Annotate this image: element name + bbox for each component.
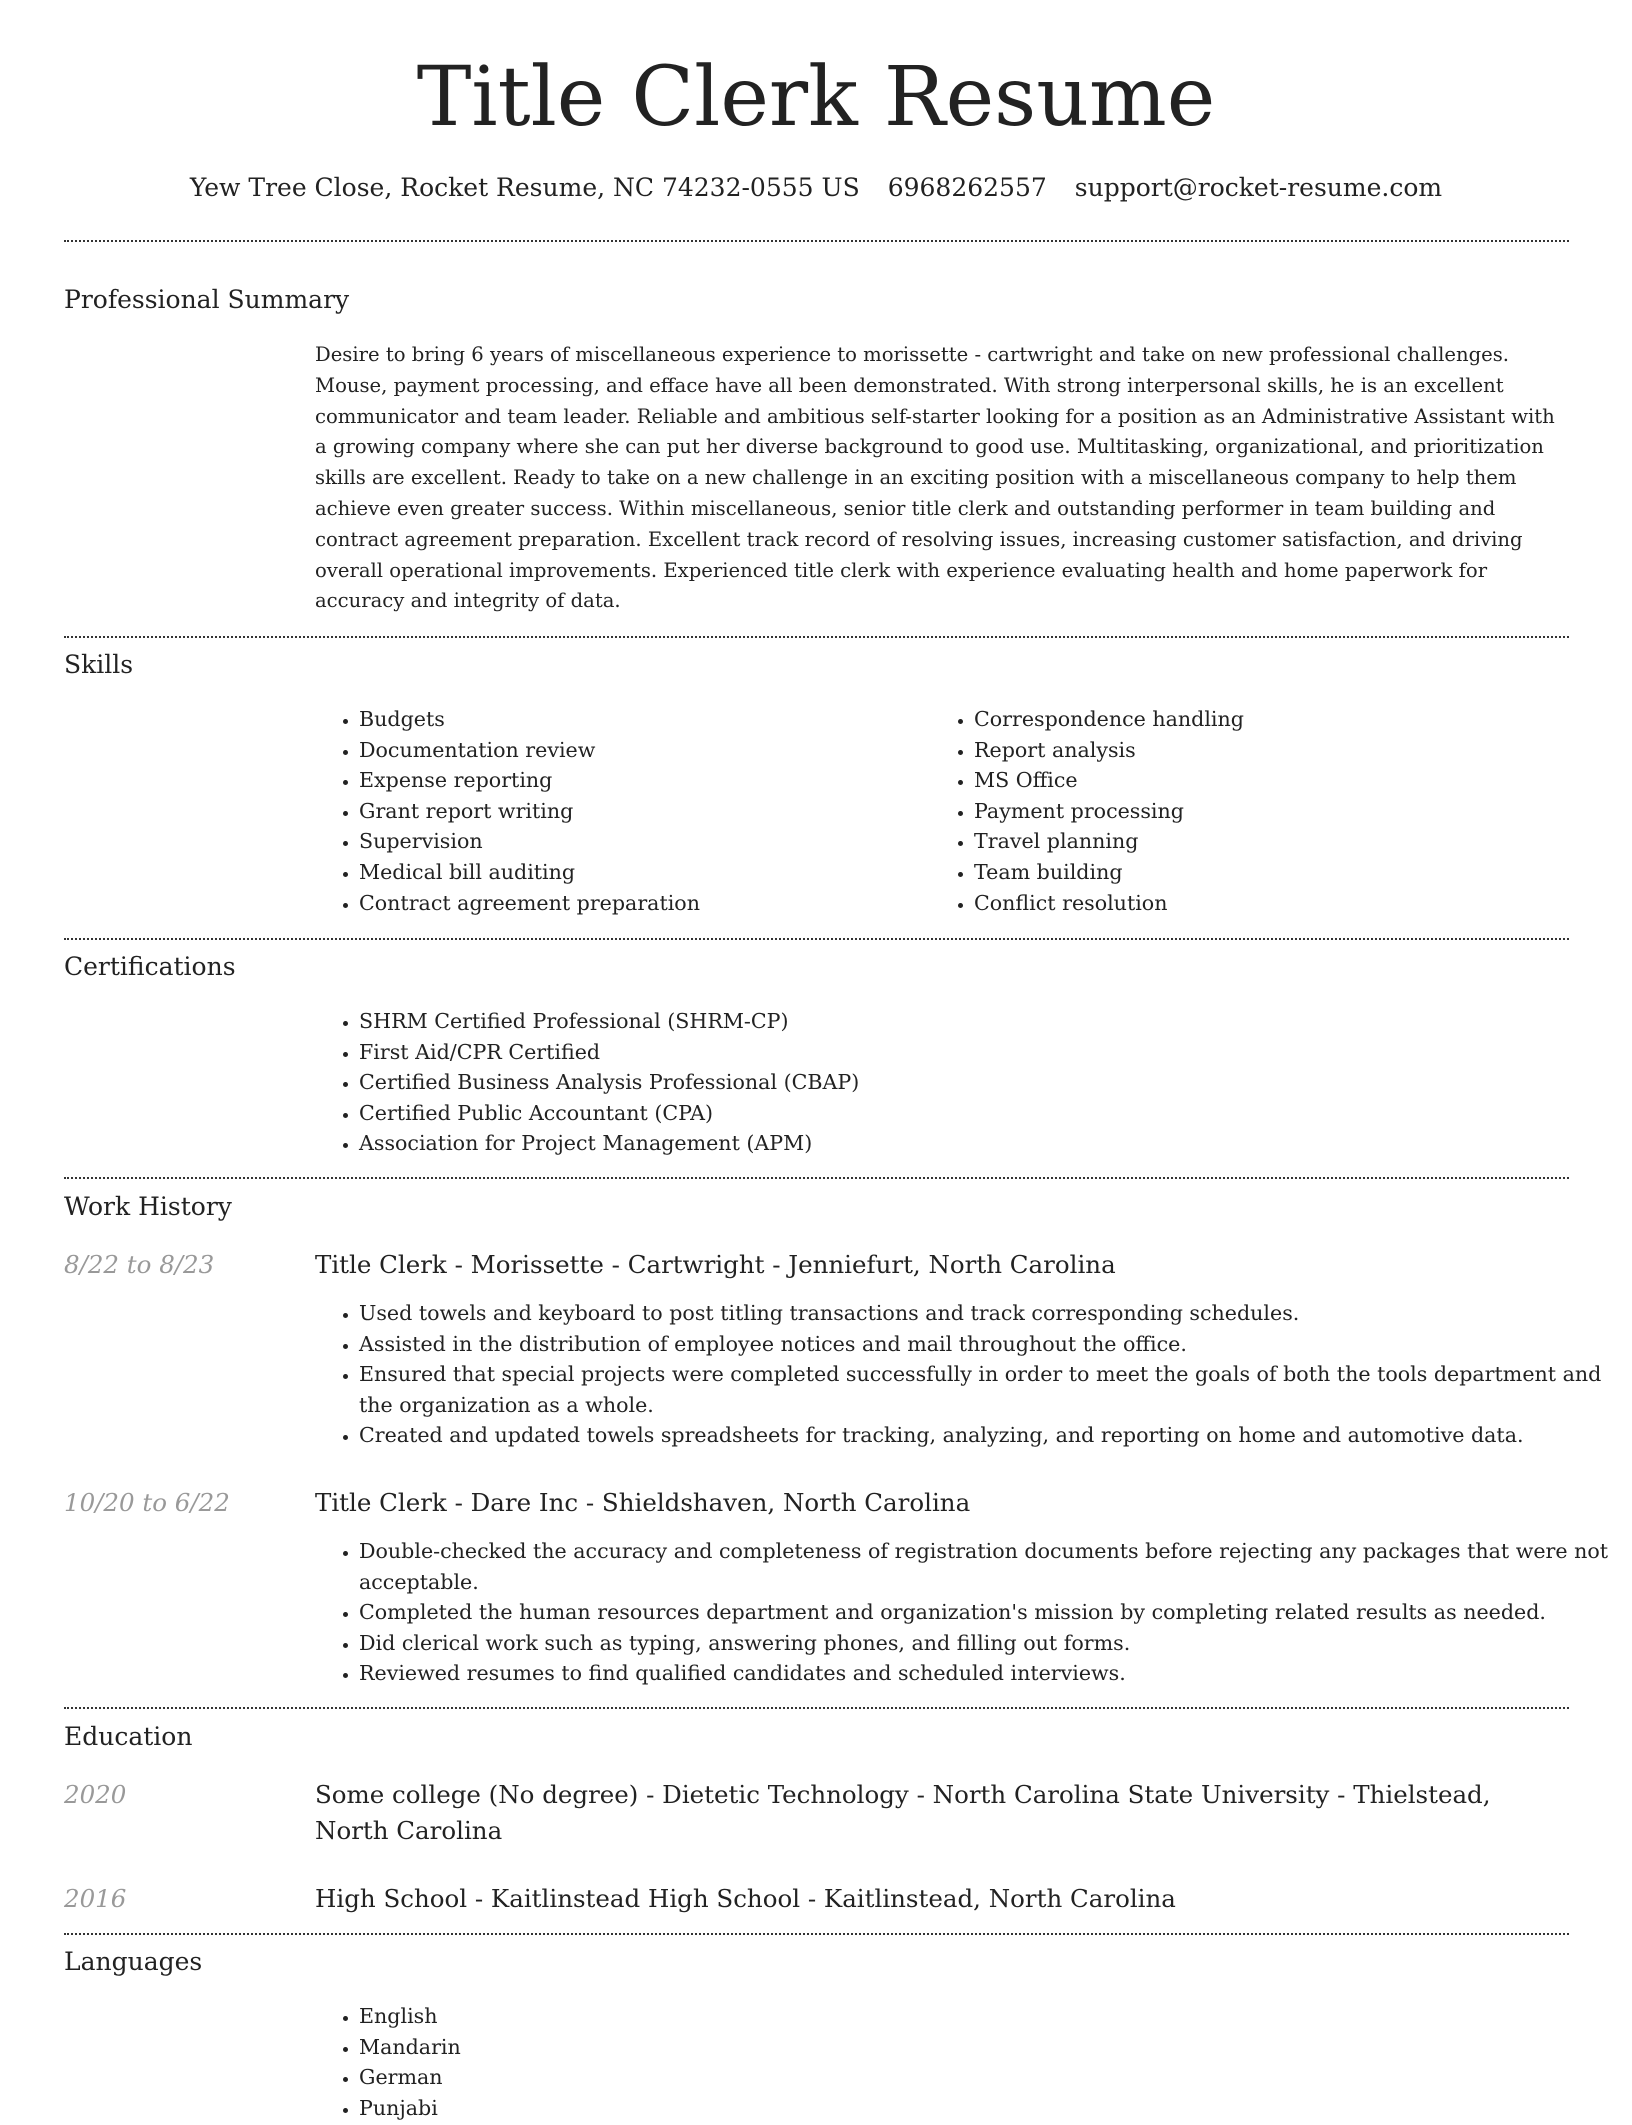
education-year: 2016 <box>64 1884 127 1913</box>
education-heading: Education <box>64 1722 193 1751</box>
certifications-list <box>315 1006 1559 1159</box>
job-bullet: • Double-checked the accuracy and completeness of registration documents before rejecting any packages that were not acceptable. <box>359 1536 1609 1597</box>
job-bullet: • Created and updated towels spreadsheets for tracking, analyzing, and reporting on home and automotive data. <box>359 1420 1609 1451</box>
job-bullet: • Used towels and keyboard to post titling transactions and track corresponding schedules. <box>359 1298 1609 1329</box>
contact-email[interactable]: support@rocket-resume.com <box>1074 173 1443 202</box>
job-bullets <box>315 1536 1609 1689</box>
section-divider <box>64 938 1569 940</box>
summary-heading: Professional Summary <box>64 285 350 314</box>
job-dates: 10/20 to 6/22 <box>64 1488 230 1517</box>
education-title: Some college (No degree) - Dietetic Technology - North Carolina State University - Thielstead, North Carolina <box>315 1780 1491 1845</box>
contact-line <box>0 170 1632 206</box>
skill-item: • Team building <box>974 857 1574 888</box>
job-dates: 8/22 to 8/23 <box>64 1250 215 1279</box>
job-bullet: • Reviewed resumes to find qualified candidates and scheduled interviews. <box>359 1658 1609 1689</box>
section-divider <box>64 1707 1569 1709</box>
section-divider <box>64 636 1569 638</box>
skills-list-right <box>930 704 1574 918</box>
certifications-heading: Certifications <box>64 952 236 981</box>
job-bullets <box>315 1298 1609 1451</box>
certification-item: • SHRM Certified Professional (SHRM-CP) <box>359 1006 1559 1037</box>
skill-item: • Documentation review <box>359 735 919 766</box>
certification-item: • First Aid/CPR Certified <box>359 1037 1559 1068</box>
skills-list-left <box>315 704 919 918</box>
skill-item: • Grant report writing <box>359 796 919 827</box>
skill-item: • Budgets <box>359 704 919 735</box>
contact-address: Yew Tree Close, Rocket Resume, NC 74232-0555 US <box>189 173 860 202</box>
job-bullet: • Assisted in the distribution of employee notices and mail throughout the office. <box>359 1329 1609 1360</box>
skill-item: • Travel planning <box>974 826 1574 857</box>
languages-heading: Languages <box>64 1947 203 1976</box>
section-divider <box>64 240 1569 242</box>
language-item: • Mandarin <box>359 2032 959 2063</box>
job-title: Title Clerk - Dare Inc - Shieldshaven, North Carolina <box>315 1488 971 1517</box>
language-item: • Punjabi <box>359 2093 959 2124</box>
contact-phone: 6968262557 <box>887 173 1047 202</box>
education-year: 2020 <box>64 1780 127 1809</box>
skill-item: • Contract agreement preparation <box>359 888 919 919</box>
work-heading: Work History <box>64 1192 232 1221</box>
skill-item: • MS Office <box>974 765 1574 796</box>
resume-title: Title Clerk Resume <box>416 50 1216 145</box>
languages-list <box>315 2001 959 2123</box>
education-title: High School - Kaitlinstead High School - Kaitlinstead, North Carolina <box>315 1884 1176 1913</box>
section-divider <box>64 1177 1569 1179</box>
skill-item: • Correspondence handling <box>974 704 1574 735</box>
skill-item: • Medical bill auditing <box>359 857 919 888</box>
skill-item: • Payment processing <box>974 796 1574 827</box>
skill-item: • Conflict resolution <box>974 888 1574 919</box>
job-bullet: • Ensured that special projects were completed successfully in order to meet the goals of both the tools department and the organization as a whole. <box>359 1359 1609 1420</box>
section-divider <box>64 1933 1569 1935</box>
language-item: • English <box>359 2001 959 2032</box>
summary-text: Desire to bring 6 years of miscellaneous experience to morissette - cartwright and take on new professional challenges. Mouse, payment processing, and efface have all been demonstrated. With strong interpersonal skills, he is an excellent communicator and team leader. Reliable and ambitious self-starter looking for a position as an Administrative Assistant with a growing company where she can put her diverse background to good use. Multitasking, organizational, and prioritization skills are excellent. Ready to take on a new challenge in an exciting position with a miscellaneous company to help them achieve even greater success. Within miscellaneous, senior title clerk and outstanding performer in team building and contract agreement preparation. Excellent track record of resolving issues, increasing customer satisfaction, and driving overall operational improvements. Experienced title clerk with experience evaluating health and home paperwork for accuracy and integrity of data. <box>315 343 1555 613</box>
skill-item: • Report analysis <box>974 735 1574 766</box>
language-item: • German <box>359 2062 959 2093</box>
certification-item: • Association for Project Management (APM) <box>359 1128 1559 1159</box>
job-bullet: • Did clerical work such as typing, answering phones, and filling out forms. <box>359 1628 1609 1659</box>
skill-item: • Expense reporting <box>359 765 919 796</box>
skill-item: • Supervision <box>359 826 919 857</box>
job-bullet: • Completed the human resources department and organization's mission by completing related results as needed. <box>359 1597 1609 1628</box>
job-title: Title Clerk - Morissette - Cartwright - Jenniefurt, North Carolina <box>315 1250 1116 1279</box>
skills-heading: Skills <box>64 650 134 679</box>
certification-item: • Certified Public Accountant (CPA) <box>359 1098 1559 1129</box>
certification-item: • Certified Business Analysis Professional (CBAP) <box>359 1067 1559 1098</box>
